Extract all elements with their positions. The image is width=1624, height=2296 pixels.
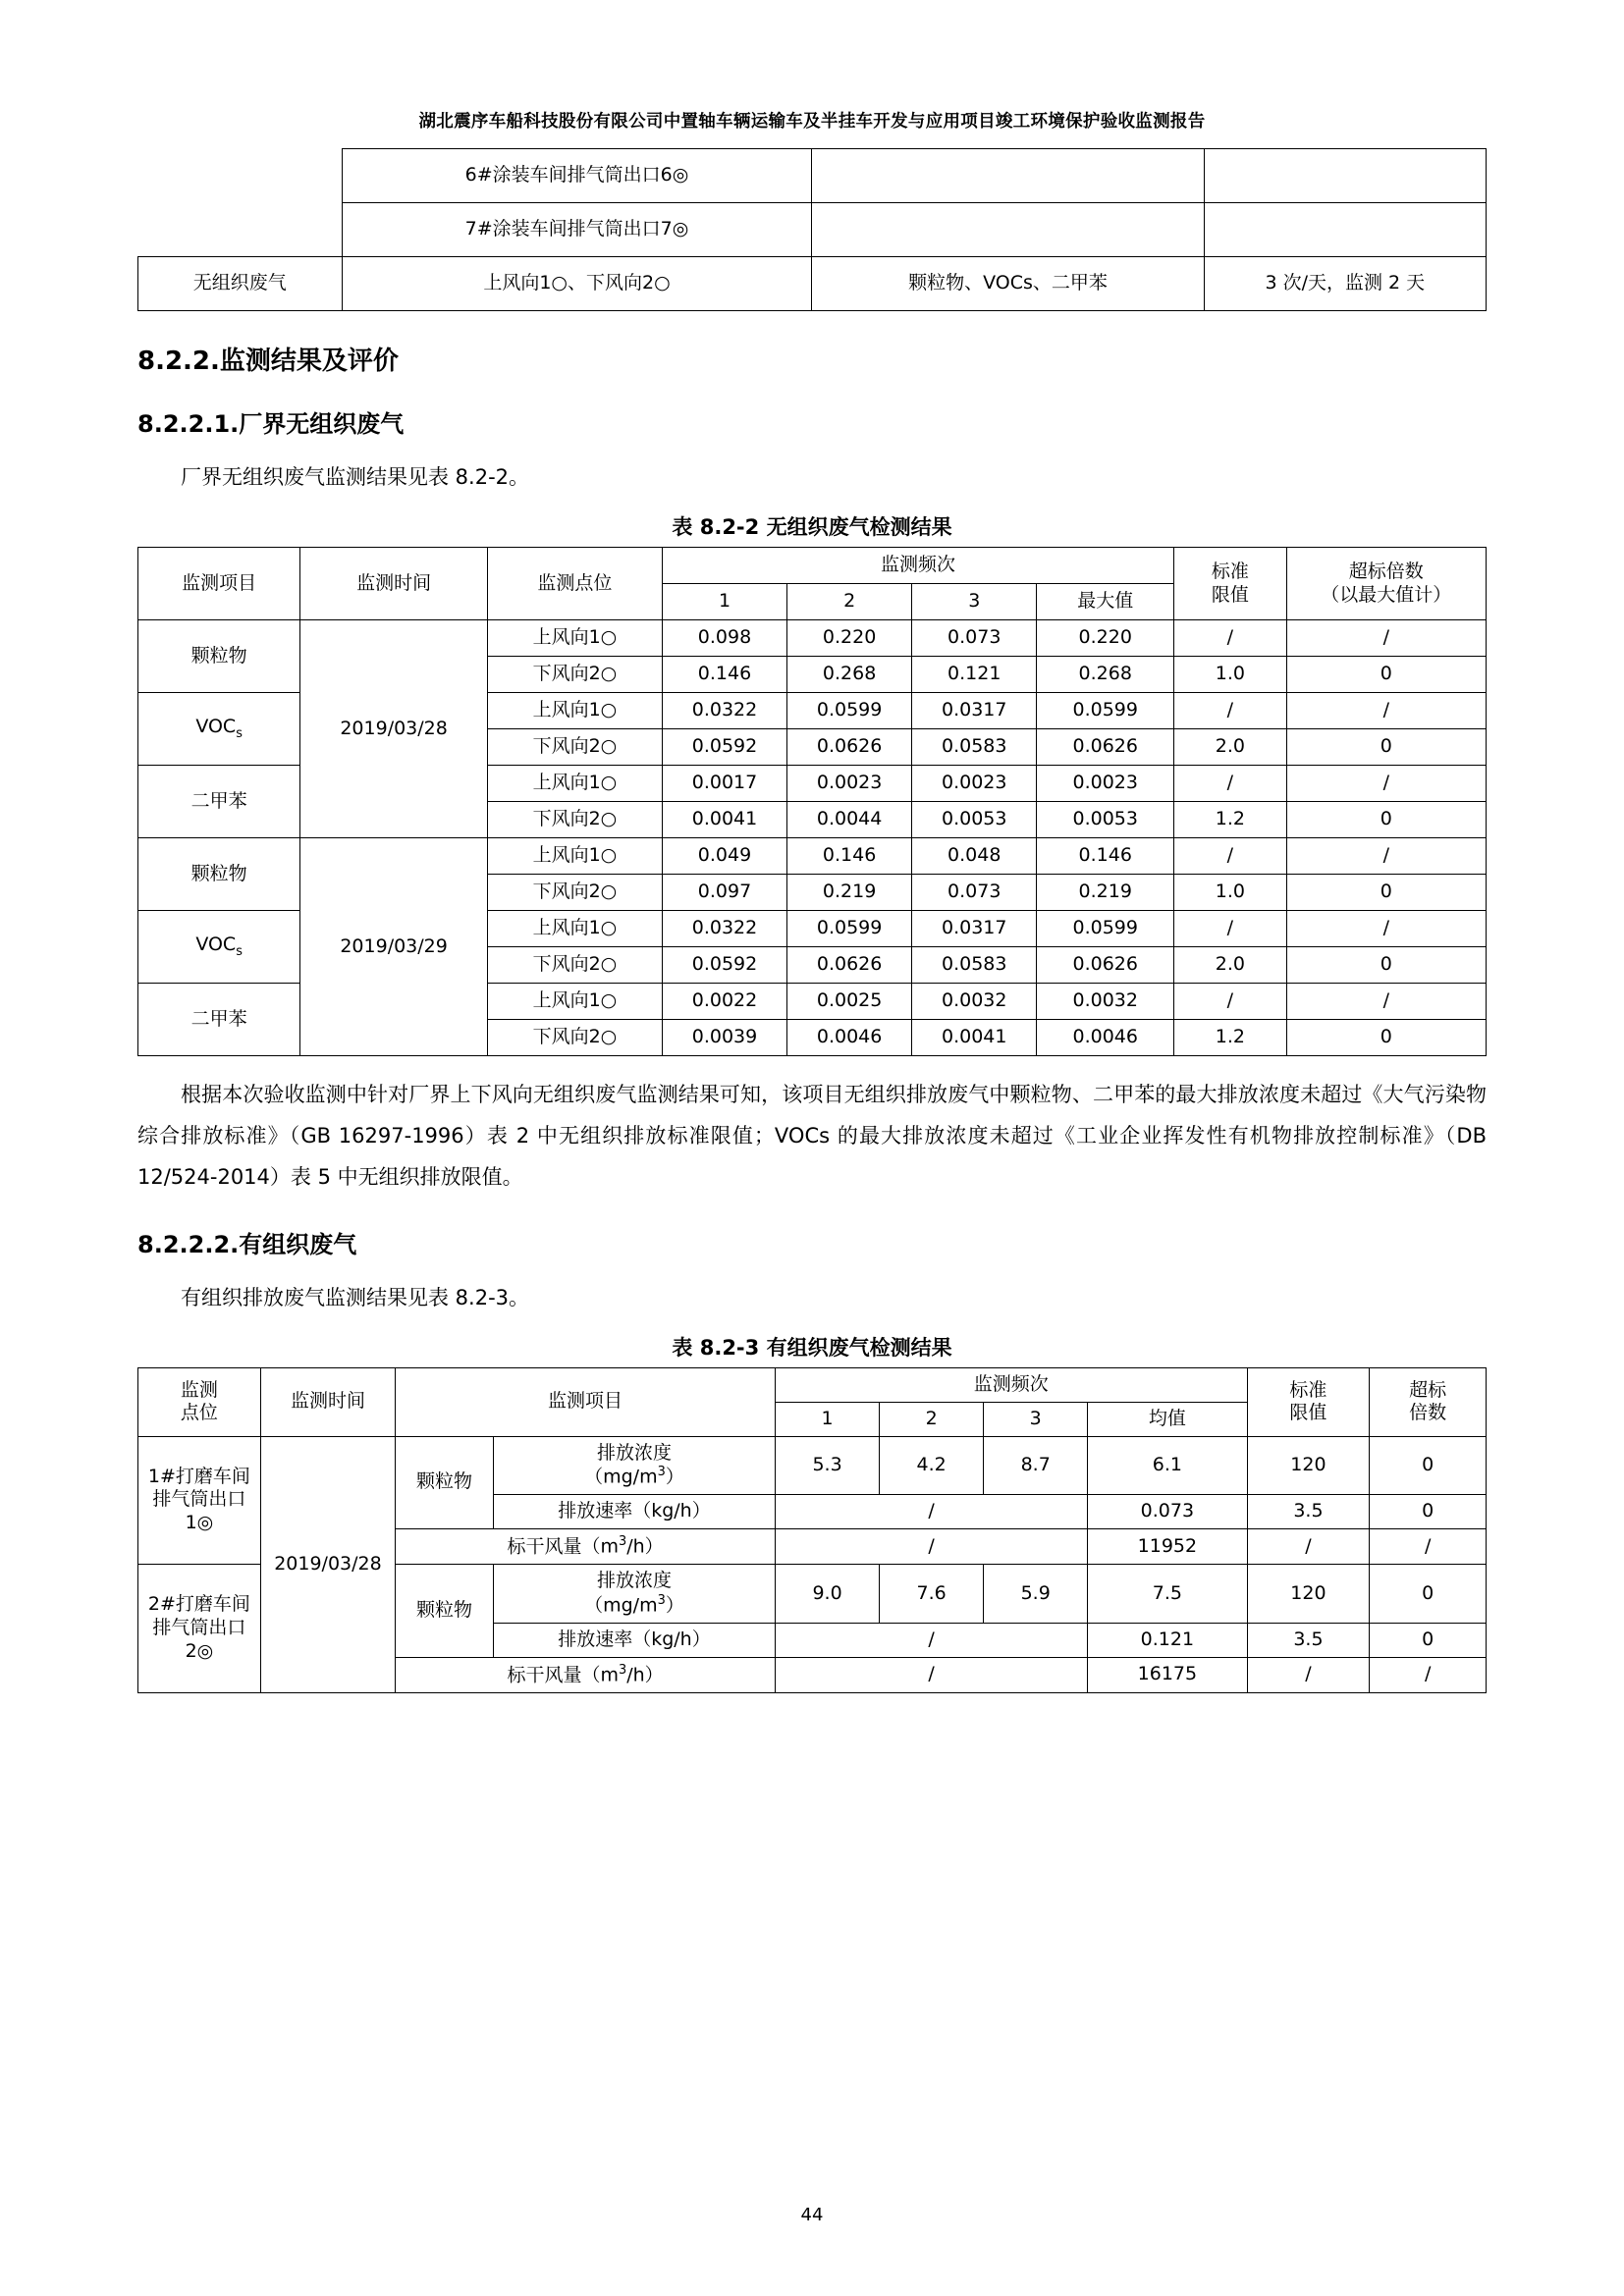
cell-v1: 0.146 — [662, 657, 786, 693]
cell-v1: 0.049 — [662, 838, 786, 875]
header-exceed-line2: 倍数 — [1409, 1402, 1447, 1424]
cell-point: 上风向1○ — [487, 766, 662, 802]
cell-flow-label: 标干风量$(m^3/h)$ — [396, 1529, 776, 1565]
header-freq-1: 1 — [662, 584, 786, 620]
cell-v3: 0.048 — [912, 838, 1037, 875]
cell-std: 1.0 — [1174, 657, 1286, 693]
cell-point: 2#打磨车间排气筒出口2◎ — [138, 1565, 261, 1693]
header-frequency: 监测频次 — [776, 1368, 1248, 1403]
cell-over: 0 — [1286, 1020, 1486, 1056]
paragraph-table-ref-8-2-2: 厂界无组织废气监测结果见表 8.2-2。 — [181, 465, 530, 489]
header-point: 监测点位 — [487, 548, 662, 620]
table-caption-8-2-2: 表 8.2-2 无组织废气检测结果 — [672, 515, 952, 539]
section-heading-8-2-2-2: 8.2.2.2.有组织废气 — [137, 1231, 357, 1258]
cell-over: 0 — [1286, 729, 1486, 766]
cell-date: 2019/03/28 — [300, 620, 488, 838]
cell-std: / — [1247, 1657, 1370, 1692]
header-point — [138, 1368, 261, 1437]
table-row — [138, 149, 1487, 203]
cell-point: 下风向2○ — [487, 657, 662, 693]
cell-point: 下风向2○ — [487, 729, 662, 766]
cell-over: / — [1286, 693, 1486, 729]
cell-point: 6#涂装车间排气筒出口6◎ — [342, 149, 812, 203]
header-point-line2: 点位 — [180, 1402, 218, 1424]
cell-over: / — [1286, 984, 1486, 1020]
cell-date: 2019/03/29 — [300, 838, 488, 1056]
table-header-row — [138, 1368, 1487, 1403]
cell-v3: 0.0317 — [912, 693, 1037, 729]
header-freq-2: 2 — [880, 1402, 984, 1436]
cell-merged: / — [776, 1623, 1088, 1657]
cell-vmax: 0.220 — [1037, 620, 1174, 657]
cell-v2: 0.0025 — [787, 984, 912, 1020]
cell-v1: 0.0592 — [662, 729, 786, 766]
cell-v2: 0.0626 — [787, 947, 912, 984]
cell-item: $VOC_s$ — [138, 693, 300, 766]
cell-v3: 0.0032 — [912, 984, 1037, 1020]
cell-std: 2.0 — [1174, 729, 1286, 766]
organized-emission-results-table — [137, 1367, 1487, 1693]
cell-std: 3.5 — [1247, 1623, 1370, 1657]
cell-point: 上风向1○ — [487, 838, 662, 875]
cell-point: 1#打磨车间排气筒出口1◎ — [138, 1436, 261, 1565]
cell-v1: 5.3 — [776, 1436, 880, 1495]
continued-monitoring-table — [137, 148, 1487, 311]
header-item: 监测项目 — [138, 548, 300, 620]
cell-v1: 9.0 — [776, 1565, 880, 1624]
cell-v3: 0.073 — [912, 875, 1037, 911]
header-frequency: 监测频次 — [662, 548, 1173, 584]
cell-frequency: 3 次/天，监测 2 天 — [1204, 257, 1486, 311]
header-exceed-factor — [1286, 548, 1486, 620]
cell-v3: 0.0053 — [912, 802, 1037, 838]
cell-metric-label: 排放速率（kg/h） — [493, 1495, 775, 1529]
cell-point: 上风向1○ — [487, 984, 662, 1020]
cell-std: / — [1174, 984, 1286, 1020]
cell-std: / — [1174, 838, 1286, 875]
cell-vmax: 0.0599 — [1037, 693, 1174, 729]
cell-metric-label: 排放速率（kg/h） — [493, 1623, 775, 1657]
cell-v2: 0.220 — [787, 620, 912, 657]
cell-over: / — [1286, 620, 1486, 657]
cell-std: / — [1174, 911, 1286, 947]
cell-pollutant — [812, 149, 1204, 203]
cell-vmax: 0.0626 — [1037, 947, 1174, 984]
cell-merged: / — [776, 1529, 1088, 1565]
cell-empty — [138, 203, 343, 257]
cell-std: / — [1174, 693, 1286, 729]
cell-std: 1.2 — [1174, 1020, 1286, 1056]
cell-v1: 0.0592 — [662, 947, 786, 984]
cell-date: 2019/03/28 — [260, 1436, 395, 1692]
cell-v2: 0.0046 — [787, 1020, 912, 1056]
table-row — [138, 203, 1487, 257]
cell-std: 1.0 — [1174, 875, 1286, 911]
table-row — [138, 257, 1487, 311]
cell-v2: 4.2 — [880, 1436, 984, 1495]
cell-vmax: 0.0023 — [1037, 766, 1174, 802]
cell-vmax: 0.0046 — [1037, 1020, 1174, 1056]
header-freq-3: 3 — [984, 1402, 1088, 1436]
cell-over: 0 — [1286, 875, 1486, 911]
cell-avg: 6.1 — [1088, 1436, 1247, 1495]
cell-over: / — [1370, 1657, 1487, 1692]
cell-v2: 0.146 — [787, 838, 912, 875]
cell-point: 下风向2○ — [487, 875, 662, 911]
cell-v3: 0.0023 — [912, 766, 1037, 802]
cell-v1: 0.0017 — [662, 766, 786, 802]
cell-v1: 0.0322 — [662, 693, 786, 729]
cell-vmax: 0.268 — [1037, 657, 1174, 693]
header-exceed-line1: 超标 — [1409, 1378, 1447, 1401]
header-freq-max: 最大值 — [1037, 584, 1174, 620]
cell-item: $VOC_s$ — [138, 911, 300, 984]
header-freq-avg: 均值 — [1088, 1402, 1247, 1436]
cell-std: 3.5 — [1247, 1495, 1370, 1529]
cell-over: / — [1286, 838, 1486, 875]
cell-point: 下风向2○ — [487, 802, 662, 838]
cell-point: 上风向1○ — [487, 620, 662, 657]
header-time: 监测时间 — [260, 1368, 395, 1437]
cell-over: 0 — [1370, 1495, 1487, 1529]
header-exceed-line2: （以最大值计） — [1321, 583, 1452, 606]
cell-v3: 8.7 — [984, 1436, 1088, 1495]
header-exceed-factor — [1370, 1368, 1487, 1437]
cell-flow-label: 标干风量$(m^3/h)$ — [396, 1657, 776, 1692]
header-point-line1: 监测 — [180, 1378, 218, 1401]
cell-avg: 7.5 — [1088, 1565, 1247, 1624]
cell-v3: 0.073 — [912, 620, 1037, 657]
cell-v3: 5.9 — [984, 1565, 1088, 1624]
cell-std: 1.2 — [1174, 802, 1286, 838]
cell-over: 0 — [1286, 802, 1486, 838]
table-row — [138, 838, 1487, 875]
cell-pollutant: 颗粒物、VOCs、二甲苯 — [812, 257, 1204, 311]
cell-over: 0 — [1286, 657, 1486, 693]
cell-over: 0 — [1370, 1623, 1487, 1657]
cell-merged: / — [776, 1495, 1088, 1529]
cell-point: 下风向2○ — [487, 947, 662, 984]
paragraph-table-ref-8-2-3: 有组织排放废气监测结果见表 8.2-3。 — [181, 1286, 530, 1309]
fugitive-emission-results-table — [137, 547, 1487, 1056]
cell-pollutant: 颗粒物 — [396, 1565, 494, 1658]
cell-metric-label: 排放浓度 $(mg/m^3)$ — [493, 1565, 775, 1624]
cell-item: 二甲苯 — [138, 766, 300, 838]
cell-item: 二甲苯 — [138, 984, 300, 1056]
cell-point: 上风向1○ — [487, 693, 662, 729]
cell-v1: 0.0022 — [662, 984, 786, 1020]
cell-vmax: 0.219 — [1037, 875, 1174, 911]
header-standard-limit — [1174, 548, 1286, 620]
page-number: 44 — [800, 2205, 824, 2225]
header-exceed-line1: 超标倍数 — [1348, 560, 1424, 582]
cell-std: 2.0 — [1174, 947, 1286, 984]
cell-std: / — [1174, 766, 1286, 802]
cell-vmax: 0.0053 — [1037, 802, 1174, 838]
cell-point: 上风向1○ — [487, 911, 662, 947]
header-standard-limit — [1247, 1368, 1370, 1437]
cell-v1: 0.0322 — [662, 911, 786, 947]
cell-v2: 0.268 — [787, 657, 912, 693]
header-item: 监测项目 — [396, 1368, 776, 1437]
cell-point: 7#涂装车间排气筒出口7◎ — [342, 203, 812, 257]
cell-avg: 0.121 — [1088, 1623, 1247, 1657]
cell-over: 0 — [1286, 947, 1486, 984]
cell-v2: 0.0044 — [787, 802, 912, 838]
header-standard-line1: 标准 — [1211, 560, 1249, 582]
table-row — [138, 1436, 1487, 1495]
cell-vmax: 0.0626 — [1037, 729, 1174, 766]
cell-avg: 11952 — [1088, 1529, 1247, 1565]
cell-v1: 0.098 — [662, 620, 786, 657]
cell-merged: / — [776, 1657, 1088, 1692]
header-standard-line2: 限值 — [1211, 583, 1249, 606]
cell-pollutant — [812, 203, 1204, 257]
cell-frequency — [1204, 149, 1486, 203]
cell-std: 120 — [1247, 1436, 1370, 1495]
header-time: 监测时间 — [300, 548, 488, 620]
cell-frequency — [1204, 203, 1486, 257]
cell-empty — [138, 149, 343, 203]
cell-v1: 0.097 — [662, 875, 786, 911]
cell-vmax: 0.0032 — [1037, 984, 1174, 1020]
cell-v2: 0.0626 — [787, 729, 912, 766]
cell-std: / — [1174, 620, 1286, 657]
cell-metric-label: 排放浓度 $(mg/m^3)$ — [493, 1436, 775, 1495]
cell-over: / — [1286, 766, 1486, 802]
cell-point: 下风向2○ — [487, 1020, 662, 1056]
cell-v3: 0.0317 — [912, 911, 1037, 947]
cell-v2: 0.0599 — [787, 911, 912, 947]
table-header-row — [138, 548, 1487, 584]
cell-v2: 7.6 — [880, 1565, 984, 1624]
header-freq-3: 3 — [912, 584, 1037, 620]
cell-v3: 0.0583 — [912, 947, 1037, 984]
cell-v2: 0.0599 — [787, 693, 912, 729]
cell-vmax: 0.146 — [1037, 838, 1174, 875]
cell-over: / — [1370, 1529, 1487, 1565]
cell-item: 颗粒物 — [138, 620, 300, 693]
paragraph-conclusion-fugitive: 根据本次验收监测中针对厂界上下风向无组织废气监测结果可知，该项目无组织排放废气中颗粒物、二甲苯的最大排放浓度未超过《大气污染物综合排放标准》（GB 16297-1996）表 2 中无组织排放标准限值；VOCs 的最大排放浓度未超过《工业企业挥发性有机物排放控制标准》（DB 12/524-2014）表 5 中无组织排放限值。 — [137, 1083, 1487, 1189]
section-heading-8-2-2: 8.2.2.监测结果及评价 — [137, 347, 399, 376]
header-freq-2: 2 — [787, 584, 912, 620]
cell-category: 无组织废气 — [138, 257, 343, 311]
cell-v3: 0.0583 — [912, 729, 1037, 766]
cell-over: / — [1286, 911, 1486, 947]
cell-pollutant: 颗粒物 — [396, 1436, 494, 1529]
section-heading-8-2-2-1: 8.2.2.1.厂界无组织废气 — [137, 410, 405, 438]
cell-avg: 0.073 — [1088, 1495, 1247, 1529]
cell-over: 0 — [1370, 1436, 1487, 1495]
header-standard-line2: 限值 — [1289, 1402, 1327, 1424]
cell-avg: 16175 — [1088, 1657, 1247, 1692]
cell-std: / — [1247, 1529, 1370, 1565]
cell-v3: 0.121 — [912, 657, 1037, 693]
table-caption-8-2-3: 表 8.2-3 有组织废气检测结果 — [672, 1336, 952, 1360]
cell-v1: 0.0039 — [662, 1020, 786, 1056]
cell-over: 0 — [1370, 1565, 1487, 1624]
cell-std: 120 — [1247, 1565, 1370, 1624]
cell-vmax: 0.0599 — [1037, 911, 1174, 947]
cell-item: 颗粒物 — [138, 838, 300, 911]
cell-v1: 0.0041 — [662, 802, 786, 838]
header-standard-line1: 标准 — [1289, 1378, 1327, 1401]
cell-v3: 0.0041 — [912, 1020, 1037, 1056]
table-row — [138, 620, 1487, 657]
cell-v2: 0.219 — [787, 875, 912, 911]
cell-v2: 0.0023 — [787, 766, 912, 802]
header-freq-1: 1 — [776, 1402, 880, 1436]
cell-point: 上风向1○、下风向2○ — [342, 257, 812, 311]
page-header: 湖北震序车船科技股份有限公司中置轴车辆运输车及半挂车开发与应用项目竣工环境保护验收监测报告 — [418, 112, 1206, 132]
